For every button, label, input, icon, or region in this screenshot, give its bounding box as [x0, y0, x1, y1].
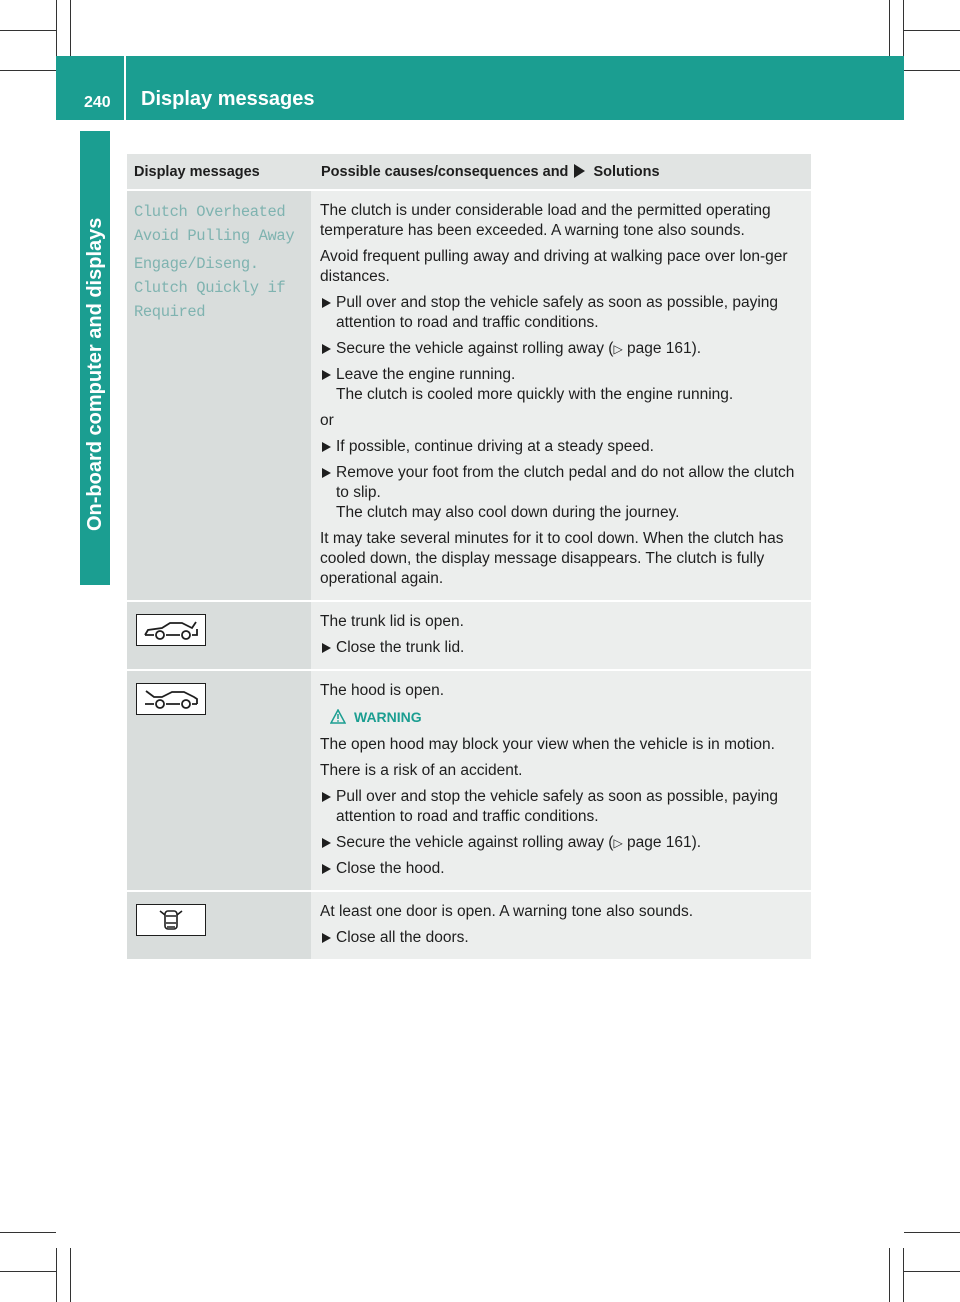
message-line: Clutch Quickly if	[134, 279, 286, 297]
message-line: Avoid Pulling Away	[134, 227, 295, 245]
chapter-marker	[80, 532, 110, 585]
action-step: Close the trunk lid.	[320, 638, 803, 658]
message-cell	[127, 891, 311, 959]
chapter-label: On-board computer and displays	[84, 217, 106, 531]
cause-text: Avoid frequent pulling away and driving at walking pace over lon-ger distances.	[320, 248, 788, 285]
crop-mark	[0, 30, 56, 31]
crop-mark	[904, 30, 960, 31]
trunk-open-icon	[136, 614, 206, 646]
warning-text: There is a risk of an accident.	[320, 762, 523, 779]
action-step: Leave the engine running.	[320, 365, 803, 385]
action-step	[320, 833, 803, 853]
message-cell	[127, 601, 311, 670]
crop-mark	[889, 1248, 890, 1302]
solution-cell	[311, 601, 811, 670]
or-text: or	[320, 412, 334, 429]
arrow-right-icon	[574, 164, 585, 178]
table-row	[127, 891, 811, 959]
action-step: Remove your foot from the clutch pedal and do not allow the clutch to slip.	[320, 463, 803, 503]
page-title: Display messages	[141, 88, 315, 110]
crop-mark	[56, 1248, 57, 1302]
note-text: It may take several minutes for it to cool down. When the clutch has cooled down, the display message disappears. The clutch is fully operational again.	[320, 530, 784, 587]
action-step: Pull over and stop the vehicle safely as soon as possible, paying attention to road and traffic conditions.	[320, 293, 803, 333]
crop-mark	[904, 70, 960, 71]
step-text: Secure the vehicle against rolling away (	[336, 834, 614, 851]
crop-mark	[70, 0, 71, 56]
display-messages-table	[127, 154, 811, 959]
action-step: Pull over and stop the vehicle safely as soon as possible, paying attention to road and traffic conditions.	[320, 787, 803, 827]
page-reference-icon: ▷	[613, 342, 623, 356]
table-header-row	[127, 154, 811, 190]
table-row	[127, 601, 811, 670]
action-step: Close the hood.	[320, 859, 803, 879]
solution-cell	[311, 670, 811, 891]
display-message-text	[134, 201, 301, 323]
page-reference[interactable]: page 161).	[626, 834, 702, 851]
crop-mark	[904, 1232, 960, 1233]
cause-text: The clutch is under considerable load and the permitted operating temperature has been exceeded. A warning tone also sounds.	[320, 202, 771, 239]
message-line: Required	[134, 303, 206, 321]
table-row	[127, 190, 811, 601]
step-text: Secure the vehicle against rolling away (	[336, 340, 614, 357]
cause-text: At least one door is open. A warning tone also sounds.	[320, 903, 694, 920]
door-open-icon	[136, 904, 206, 936]
message-line: Engage/Diseng.	[134, 255, 259, 273]
action-step: Close all the doors.	[320, 928, 803, 948]
crop-mark	[903, 0, 904, 56]
cause-text: The trunk lid is open.	[320, 613, 464, 630]
page-number: 240	[84, 94, 111, 111]
warning-label: WARNING	[354, 709, 422, 725]
table-row	[127, 670, 811, 891]
action-step	[320, 339, 803, 359]
action-step: If possible, continue driving at a steady speed.	[320, 437, 803, 457]
column-header-messages: Display messages	[127, 154, 311, 190]
warning-text: The open hood may block your view when the vehicle is in motion.	[320, 736, 775, 753]
crop-mark	[904, 1271, 960, 1272]
solution-cell	[311, 190, 811, 601]
warning-heading	[330, 707, 803, 727]
column-header-solutions-label: Solutions	[593, 164, 660, 180]
crop-mark	[0, 70, 56, 71]
step-result: The clutch is cooled more quickly with the engine running.	[336, 386, 734, 403]
column-header-causes: Possible causes/consequences and	[321, 164, 569, 180]
page-reference[interactable]: page 161).	[626, 340, 702, 357]
message-cell	[127, 670, 311, 891]
hood-open-icon	[136, 683, 206, 715]
crop-mark	[0, 1271, 56, 1272]
message-cell	[127, 190, 311, 601]
solution-cell	[311, 891, 811, 959]
crop-mark	[903, 1248, 904, 1302]
crop-mark	[70, 1248, 71, 1302]
crop-mark	[889, 0, 890, 56]
column-header-solutions	[311, 154, 811, 190]
page-reference-icon: ▷	[613, 836, 623, 850]
message-line: Clutch Overheated	[134, 203, 286, 221]
header-divider	[124, 56, 126, 120]
cause-text: The hood is open.	[320, 682, 445, 699]
crop-mark	[56, 0, 57, 56]
crop-mark	[0, 1232, 56, 1233]
warning-icon	[330, 709, 346, 725]
step-result: The clutch may also cool down during the journey.	[336, 504, 680, 521]
